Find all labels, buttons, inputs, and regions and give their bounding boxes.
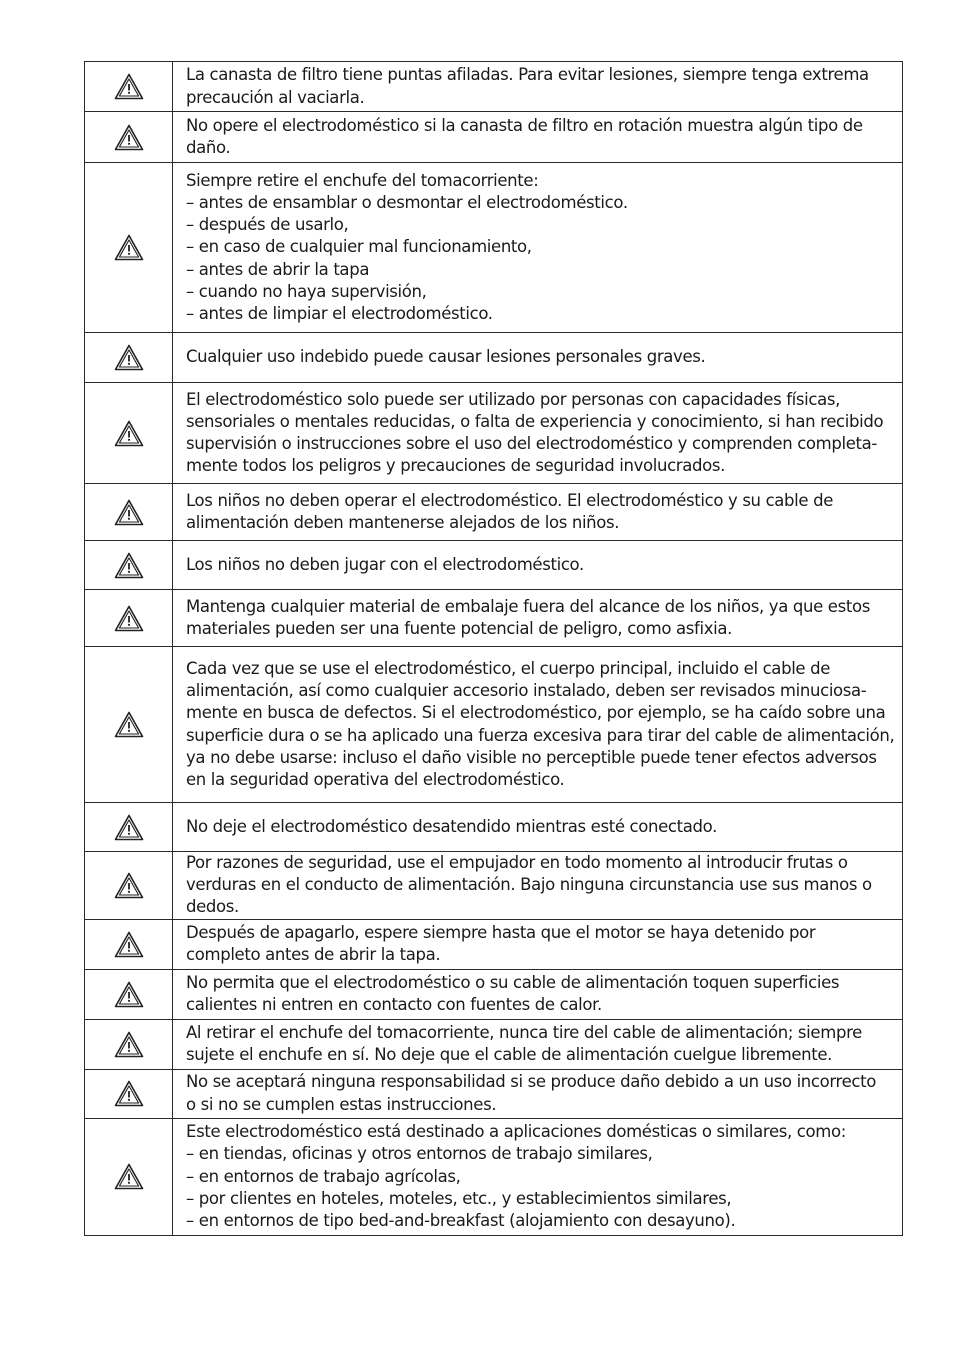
warning-icon-cell bbox=[85, 1069, 173, 1118]
warning-text bbox=[173, 484, 903, 541]
warning-row bbox=[85, 484, 903, 541]
warning-text-line: Por razones de seguridad, use el empujador en todo momento al introducir frutas o bbox=[186, 853, 848, 872]
warning-text-line: alimentación deben mantenerse alejados de los niños. bbox=[186, 513, 620, 532]
warning-text-line: Después de apagarlo, espere siempre hasta que el motor se haya detenido por bbox=[186, 922, 816, 942]
warning-text bbox=[173, 112, 903, 163]
warning-icon-cell bbox=[85, 1019, 173, 1069]
warning-text-line: – por clientes en hoteles, moteles, etc., y establecimientos similares, bbox=[186, 1188, 732, 1208]
warning-text-line: No opere el electrodoméstico si la canasta de filtro en rotación muestra algún tipo de bbox=[186, 115, 863, 135]
warning-text-line: Siempre retire el enchufe del tomacorriente: bbox=[186, 170, 539, 190]
warning-triangle-icon bbox=[114, 347, 144, 366]
warning-icon-cell bbox=[85, 333, 173, 383]
warning-text bbox=[173, 1118, 903, 1235]
warning-text-line: sensoriales o mentales reducidas, o falta de experiencia y conocimiento, si han recibido bbox=[186, 411, 884, 431]
warning-text bbox=[173, 647, 903, 803]
warning-text-line: No permita que el electrodoméstico o su cable de alimentación toquen superficies bbox=[186, 972, 840, 992]
warning-row bbox=[85, 1019, 903, 1069]
warning-icon-cell bbox=[85, 62, 173, 112]
warning-text-line: No se aceptará ninguna responsabilidad si se produce daño debido a un uso incorrecto bbox=[186, 1072, 876, 1092]
warning-text bbox=[173, 1069, 903, 1118]
warning-text-line: en la seguridad operativa del electrodoméstico. bbox=[186, 769, 565, 789]
warning-triangle-icon bbox=[114, 817, 144, 836]
warning-text-line: – después de usarlo, bbox=[186, 215, 349, 235]
warning-text bbox=[173, 969, 903, 1019]
warning-text-line: Cualquier uso indebido puede causar lesiones personales graves. bbox=[186, 347, 706, 367]
warning-text bbox=[173, 163, 903, 333]
warning-text bbox=[173, 333, 903, 383]
warning-text-line: – en entornos de trabajo agrícolas, bbox=[186, 1166, 461, 1186]
warning-icon-cell bbox=[85, 1118, 173, 1235]
warning-text-line: calientes ni entren en contacto con fuentes de calor. bbox=[186, 995, 602, 1015]
warning-row bbox=[85, 333, 903, 383]
warning-text-line: Al retirar el enchufe del tomacorriente, nunca tire del cable de alimentación; siempre bbox=[186, 1022, 862, 1042]
warning-row bbox=[85, 62, 903, 112]
warning-row bbox=[85, 852, 903, 920]
warning-row bbox=[85, 383, 903, 484]
warning-text-line: precaución al vaciarla. bbox=[186, 87, 365, 107]
warning-text-line: La canasta de filtro tiene puntas afiladas. Para evitar lesiones, siempre tenga extrema bbox=[186, 65, 869, 85]
warning-row bbox=[85, 647, 903, 803]
warning-text-line: mente en busca de defectos. Si el electrodoméstico, por ejemplo, se ha caído sobre una bbox=[186, 703, 886, 723]
warning-text-line: completo antes de abrir la tapa. bbox=[186, 945, 441, 965]
warning-triangle-icon bbox=[114, 714, 144, 733]
warning-text-line: materiales pueden ser una fuente potencial de peligro, como asfixia. bbox=[186, 619, 733, 638]
warning-icon-cell bbox=[85, 541, 173, 590]
warning-text-line: El electrodoméstico solo puede ser utilizado por personas con capacidades físicas, bbox=[186, 389, 841, 409]
warning-triangle-icon bbox=[114, 1083, 144, 1102]
warning-row bbox=[85, 969, 903, 1019]
warning-row bbox=[85, 163, 903, 333]
warning-row bbox=[85, 590, 903, 647]
warning-text-line: Los niños no deben jugar con el electrodoméstico. bbox=[186, 554, 584, 574]
warning-text-line: – antes de ensamblar o desmontar el electrodoméstico. bbox=[186, 192, 628, 212]
warning-text-line: – cuando no haya supervisión, bbox=[186, 281, 427, 301]
warning-text bbox=[173, 803, 903, 852]
warning-text-line: Este electrodoméstico está destinado a aplicaciones domésticas o similares, como: bbox=[186, 1122, 846, 1142]
warning-triangle-icon bbox=[114, 984, 144, 1003]
warning-icon-cell bbox=[85, 590, 173, 647]
warning-text-line: verduras en el conducto de alimentación. Bajo ninguna circunstancia use sus manos o bbox=[186, 875, 872, 895]
warning-text-line: – antes de abrir la tapa bbox=[186, 259, 370, 279]
warning-triangle-icon bbox=[114, 423, 144, 442]
warning-text bbox=[173, 852, 903, 920]
warning-text-line: superficie dura o se ha aplicado una fuerza excesiva para tirar del cable de alimentación, bbox=[186, 725, 895, 745]
table-edge bbox=[84, 1229, 85, 1233]
warning-icon-cell bbox=[85, 919, 173, 969]
warning-icon-cell bbox=[85, 484, 173, 541]
warning-triangle-icon bbox=[114, 237, 144, 256]
warning-icon-cell bbox=[85, 163, 173, 333]
warning-icon-cell bbox=[85, 383, 173, 484]
warning-text-line: daño. bbox=[186, 138, 231, 157]
warning-text-line: – en entornos de tipo bed-and-breakfast (alojamiento con desayuno). bbox=[186, 1210, 736, 1230]
warning-icon-cell bbox=[85, 852, 173, 920]
warning-row bbox=[85, 112, 903, 163]
warning-icon-cell bbox=[85, 969, 173, 1019]
warning-icon-cell bbox=[85, 803, 173, 852]
warning-icon-cell bbox=[85, 112, 173, 163]
warning-text-line: o si no se cumplen estas instrucciones. bbox=[186, 1094, 497, 1114]
warning-text-line: – en caso de cualquier mal funcionamiento, bbox=[186, 237, 532, 257]
warning-text-line: Cada vez que se use el electrodoméstico, el cuerpo principal, incluido el cable de bbox=[186, 658, 831, 678]
warning-triangle-icon bbox=[114, 608, 144, 627]
warning-icon-cell bbox=[85, 647, 173, 803]
warning-text bbox=[173, 62, 903, 112]
warning-text bbox=[173, 1019, 903, 1069]
warning-text-line: alimentación, así como cualquier accesorio instalado, deben ser revisados minuciosa- bbox=[186, 681, 867, 701]
warning-text bbox=[173, 383, 903, 484]
warning-triangle-icon bbox=[114, 1034, 144, 1053]
warning-text-line: – en tiendas, oficinas y otros entornos de trabajo similares, bbox=[186, 1144, 653, 1164]
warning-text bbox=[173, 541, 903, 590]
warning-triangle-icon bbox=[114, 76, 144, 95]
warning-triangle-icon bbox=[114, 502, 144, 521]
warning-triangle-icon bbox=[114, 555, 144, 574]
warning-text-line: sujete el enchufe en sí. No deje que el cable de alimentación cuelgue libremente. bbox=[186, 1045, 833, 1065]
warning-row bbox=[85, 803, 903, 852]
warning-triangle-icon bbox=[114, 875, 144, 894]
warning-row bbox=[85, 1118, 903, 1235]
warning-text-line: supervisión o instrucciones sobre el uso del electrodoméstico y comprenden completa- bbox=[186, 434, 878, 453]
warning-text-line: mente todos los peligros y precauciones de seguridad involucrados. bbox=[186, 456, 726, 476]
warning-triangle-icon bbox=[114, 127, 144, 146]
warning-row bbox=[85, 1069, 903, 1118]
warning-row bbox=[85, 541, 903, 590]
warning-triangle-icon bbox=[114, 934, 144, 953]
safety-warnings-body bbox=[85, 62, 903, 1236]
warning-text bbox=[173, 590, 903, 647]
warning-text-line: Los niños no deben operar el electrodoméstico. El electrodoméstico y su cable de bbox=[186, 490, 834, 510]
warning-text-line: – antes de limpiar el electrodoméstico. bbox=[186, 304, 493, 323]
safety-warnings-table bbox=[84, 61, 903, 1236]
warning-triangle-icon bbox=[114, 1166, 144, 1185]
warning-row bbox=[85, 919, 903, 969]
warning-text-line: ya no debe usarse: incluso el daño visible no perceptible puede tener efectos adversos bbox=[186, 747, 877, 767]
warning-text-line: Mantenga cualquier material de embalaje fuera del alcance de los niños, ya que estos bbox=[186, 596, 870, 616]
warning-text bbox=[173, 919, 903, 969]
warning-text-line: dedos. bbox=[186, 897, 239, 917]
warning-text-line: No deje el electrodoméstico desatendido mientras esté conectado. bbox=[186, 816, 717, 836]
